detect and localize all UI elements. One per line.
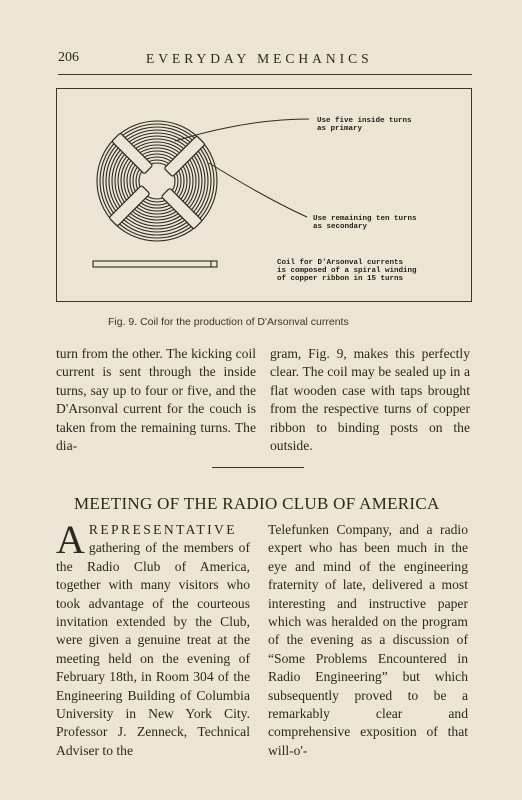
header-rule — [58, 74, 472, 75]
running-head: EVERYDAY MECHANICS — [146, 51, 373, 66]
page-number: 206 — [58, 50, 79, 65]
figure-caption: Fig. 9. Coil for the production of D'Arsonval currents — [108, 316, 349, 328]
annotation-coil-description: Coil for D'Arsonval currents is composed of a spiral winding of copper ribbon in 15 turns — [277, 259, 417, 283]
article-right-column: gram, Fig. 9, makes this perfectly clear. The coil may be sealed up in a flat wooden case with taps brought from the respective turns of copper ribbon to binding posts on the outside. — [270, 346, 470, 454]
annotation-primary: Use five inside turns as primary — [317, 117, 412, 133]
section-left-text: gathering of the members of the Radio Club of America, together with many visitors who took advantage of the courteous invitation extended by the Club, were given a genuine treat at the meeting held on the evening of February 18th, in Room 304 of the Engineering Building of Columbia University in New York City. Professor J. Zenneck, Technical Adviser to the — [56, 540, 250, 758]
leader-lines — [175, 119, 309, 217]
lead-words: REPRESENTATIVE — [88, 522, 237, 537]
section-divider — [212, 467, 304, 468]
coil-spacers — [109, 133, 205, 229]
annotation-secondary: Use remaining ten turns as secondary — [313, 215, 417, 231]
article-left-column: turn from the other. The kicking coil current is sent through the inside turns, say up to four or five, and the D'Arsonval current for the couch is taken from the remaining turns. The dia- — [56, 346, 256, 454]
ribbon-strip — [93, 261, 217, 267]
figure-9 — [56, 88, 472, 302]
drop-cap: A — [56, 517, 85, 562]
section-right-column: Telefunken Company, and a radio expert who has been much in the eye and mind of the engineering fraternity of late, delivered a most interesting and instructive paper which was heralded on the program of the evening as a discussion of “Some Problems Encountered in Radio Engineering” but which subsequently proved to be a remarkably clear and comprehensive exposition of that will-o'- — [268, 522, 468, 758]
section-left-column — [56, 517, 250, 760]
section-title: MEETING OF THE RADIO CLUB OF AMERICA — [74, 494, 440, 513]
page-header — [58, 50, 472, 72]
